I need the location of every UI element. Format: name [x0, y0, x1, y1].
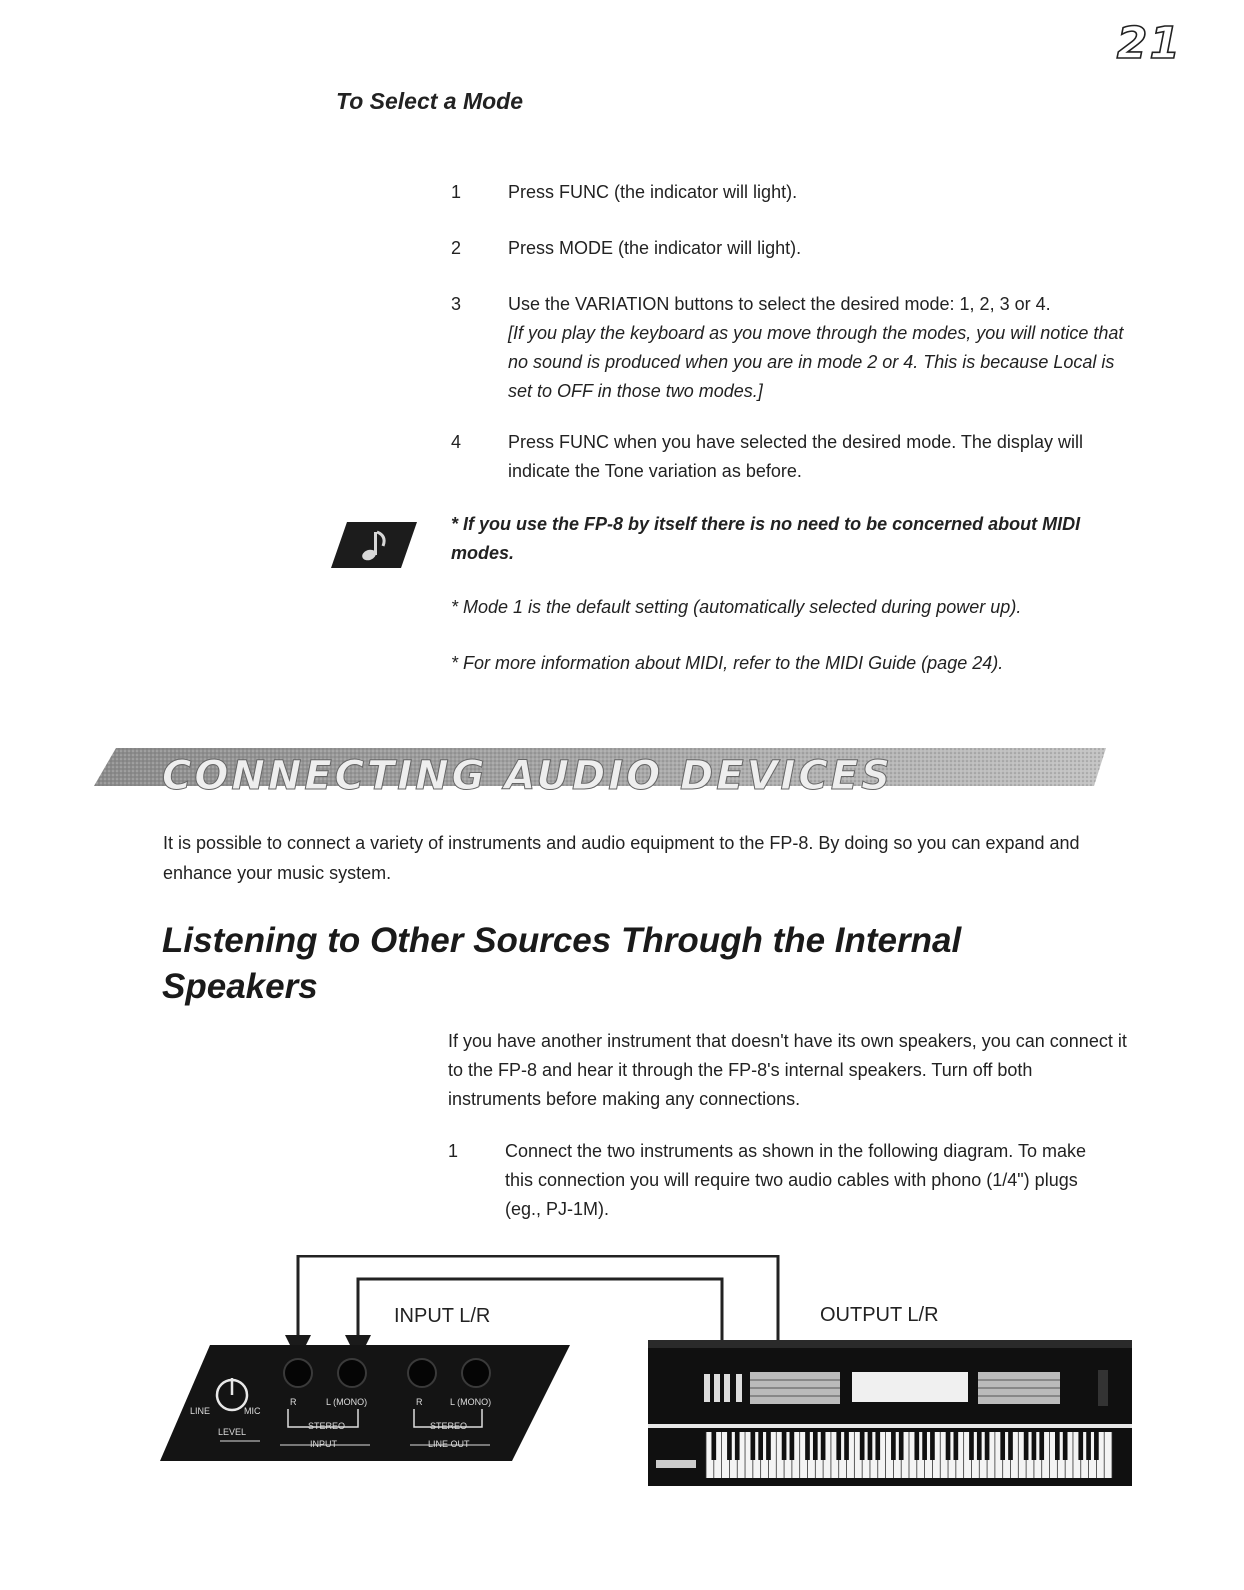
step-number: 3 — [451, 294, 462, 314]
step-4 — [451, 428, 1151, 488]
fp8-keyboard-illustration — [648, 1340, 1132, 1486]
note-default-mode: * Mode 1 is the default setting (automatically selected during power up). — [451, 597, 1022, 617]
line-label: LINE — [190, 1406, 211, 1416]
page-number: 21 — [1116, 18, 1182, 69]
sub-heading: To Select a Mode — [336, 88, 524, 114]
step-number: 1 — [451, 182, 462, 202]
note-midi-modes: * If you use the FP-8 by itself there is no need to be concerned about MIDI modes. — [451, 514, 1081, 563]
step-number: 2 — [451, 238, 462, 258]
step-number: 1 — [448, 1141, 459, 1161]
step-text: Press MODE (the indicator will light). — [508, 238, 802, 258]
line-out-label: LINE OUT — [428, 1439, 470, 1449]
step-text: Press FUNC (the indicator will light). — [508, 182, 798, 202]
banner-title: CONNECTING AUDIO DEVICES — [162, 753, 893, 799]
mic-label: MIC — [244, 1406, 261, 1416]
connection-diagram — [0, 1255, 1244, 1505]
level-label: LEVEL — [218, 1427, 247, 1437]
step-1 — [451, 178, 1151, 208]
step-text: Press FUNC when you have selected the desired mode. The display will indicate the Tone variation as before. — [508, 432, 1083, 481]
step-text: Connect the two instruments as shown in the following diagram. To make this connection you will require two audio cables with phono (1/4") plugs (eg., PJ-1M). — [505, 1141, 1086, 1219]
section-title: Listening to Other Sources Through the Internal Speakers — [162, 921, 962, 1006]
input-jack-label: INPUT — [310, 1439, 337, 1449]
step-number: 4 — [451, 432, 462, 452]
connect-step — [448, 1137, 1148, 1227]
step-2 — [451, 234, 1151, 264]
step-3 — [451, 290, 1151, 410]
stereo-label: STEREO — [430, 1421, 468, 1431]
output-label: OUTPUT L/R — [820, 1304, 939, 1326]
input-label: INPUT L/R — [394, 1305, 491, 1327]
step-text: Use the VARIATION buttons to select the desired mode: 1, 2, 3 or 4. — [508, 294, 1051, 314]
section-paragraph: If you have another instrument that doesn't have its own speakers, you can connect it to the FP-8 and hear it through the FP-8's internal speakers. Turn off both instruments before making any connections. — [448, 1031, 1127, 1109]
l-mono-label: L (MONO) — [450, 1397, 492, 1407]
step-note: [If you play the keyboard as you move through the modes, you will notice that no sound is produced when you are in mode 2 or 4. This is because Local is set to OFF in those two modes.] — [508, 323, 1124, 401]
l-mono-label: L (MONO) — [326, 1397, 368, 1407]
input-panel — [160, 1345, 570, 1461]
music-note-icon — [331, 522, 417, 568]
r-label: R — [416, 1397, 423, 1407]
intro-paragraph: It is possible to connect a variety of instruments and audio equipment to the FP-8. By doing so you can expand and enhance your music system. — [163, 833, 1080, 883]
note-midi-guide: * For more information about MIDI, refer to the MIDI Guide (page 24). — [451, 653, 1004, 673]
stereo-label: STEREO — [308, 1421, 346, 1431]
r-label: R — [290, 1397, 297, 1407]
